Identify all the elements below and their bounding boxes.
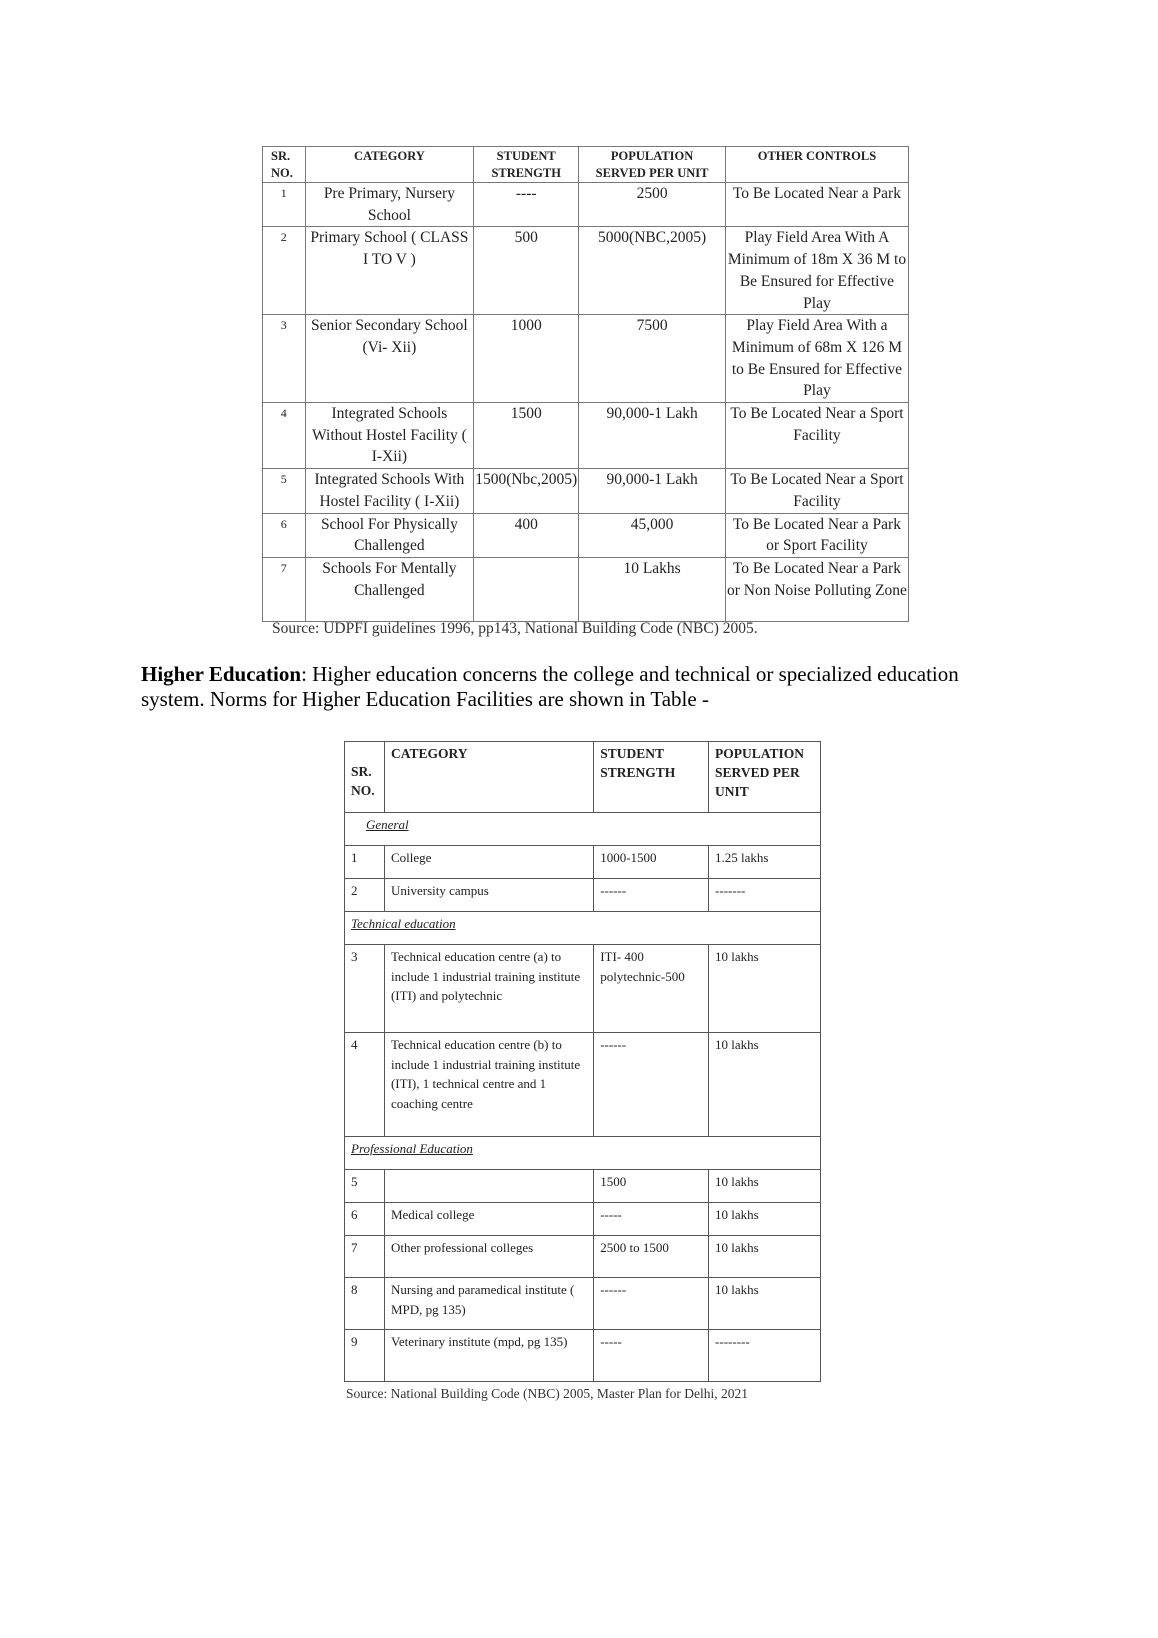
cell-strength: 1500 [474,403,579,469]
cell-strength: 500 [474,227,579,315]
table1-source: Source: UDPFI guidelines 1996, pp143, National Building Code (NBC) 2005. [272,620,758,637]
cell-sr: 7 [263,557,306,621]
cell-controls: To Be Located Near a Sport Facility [725,469,908,513]
cell-population: 90,000-1 Lakh [579,403,726,469]
cell-strength: 2500 to 1500 [594,1236,709,1278]
cell-sr: 1 [345,846,385,879]
table-row [263,513,909,557]
cell-category: Nursing and paramedical institute ( MPD, pg 135) [384,1278,593,1330]
cell-strength: 1000 [474,315,579,403]
section-technical: Technical education [345,912,821,945]
cell-population: 10 lakhs [709,1236,821,1278]
section-row [345,1137,821,1170]
higher-education-paragraph [141,662,1021,711]
cell-category: Veterinary institute (mpd, pg 135) [384,1330,593,1382]
table-row [345,1236,821,1278]
cell-strength: ------ [594,1033,709,1137]
cell-category: Integrated Schools Without Hostel Facility ( I-Xii) [305,403,474,469]
cell-category: College [384,846,593,879]
paragraph-heading: Higher Education [141,662,302,686]
table-row [345,945,821,1033]
header-sr-no: SR. NO. [345,742,385,813]
header-sr-no: SR. NO. [263,147,306,183]
header-student-strength: STUDENT STRENGTH [474,147,579,183]
cell-population: -------- [709,1330,821,1382]
paragraph-text: : Higher education concerns the college and technical or specialized education system. Norms for Higher Education Facilities are shown in Table - [141,662,959,711]
cell-strength: 1500 [594,1170,709,1203]
cell-strength: 1000-1500 [594,846,709,879]
cell-strength: ------ [594,879,709,912]
header-population: POPULATION SERVED PER UNIT [579,147,726,183]
cell-sr: 4 [345,1033,385,1137]
cell-category: Schools For Mentally Challenged [305,557,474,621]
table-header-row [345,742,821,813]
cell-population: 7500 [579,315,726,403]
cell-controls: Play Field Area With a Minimum of 68m X 126 M to Be Ensured for Effective Play [725,315,908,403]
cell-category: Pre Primary, Nursery School [305,183,474,227]
table-row [263,315,909,403]
cell-strength: ---- [474,183,579,227]
section-professional: Professional Education [345,1137,821,1170]
table-row [345,1330,821,1382]
cell-category: Senior Secondary School (Vi- Xii) [305,315,474,403]
cell-category: Technical education centre (b) to include 1 industrial training institute (ITI), 1 technical centre and 1 coaching centre [384,1033,593,1137]
cell-strength: 1500(Nbc,2005) [474,469,579,513]
cell-population: 5000(NBC,2005) [579,227,726,315]
section-general: General [345,813,821,846]
header-category: CATEGORY [305,147,474,183]
cell-category: Other professional colleges [384,1236,593,1278]
cell-category: Primary School ( CLASS I TO V ) [305,227,474,315]
cell-population: 2500 [579,183,726,227]
table-row [263,227,909,315]
cell-population: 10 lakhs [709,945,821,1033]
table-row [345,1203,821,1236]
cell-sr: 7 [345,1236,385,1278]
cell-sr: 5 [263,469,306,513]
cell-sr: 6 [263,513,306,557]
cell-category: Medical college [384,1203,593,1236]
cell-strength: ------ [594,1278,709,1330]
table-row [345,1033,821,1137]
table-row [345,1278,821,1330]
higher-education-table [344,741,821,1382]
table-row [263,557,909,621]
cell-strength: ----- [594,1203,709,1236]
table2-source: Source: National Building Code (NBC) 2005, Master Plan for Delhi, 2021 [346,1386,748,1401]
cell-sr: 5 [345,1170,385,1203]
cell-population: 45,000 [579,513,726,557]
section-row [345,813,821,846]
cell-population: 10 lakhs [709,1170,821,1203]
cell-category [384,1170,593,1203]
cell-controls: Play Field Area With A Minimum of 18m X 36 M to Be Ensured for Effective Play [725,227,908,315]
cell-sr: 2 [345,879,385,912]
cell-strength: 400 [474,513,579,557]
cell-population: 10 Lakhs [579,557,726,621]
table-row [263,469,909,513]
cell-population: ------- [709,879,821,912]
table-row [345,1170,821,1203]
cell-population: 90,000-1 Lakh [579,469,726,513]
cell-sr: 6 [345,1203,385,1236]
cell-population: 10 lakhs [709,1203,821,1236]
cell-sr: 8 [345,1278,385,1330]
header-category: CATEGORY [384,742,593,813]
cell-strength: ----- [594,1330,709,1382]
cell-sr: 1 [263,183,306,227]
school-norms-table [262,146,909,622]
table-header-row [263,147,909,183]
header-population: POPULATION SERVED PER UNIT [709,742,821,813]
cell-sr: 9 [345,1330,385,1382]
cell-category: School For Physically Challenged [305,513,474,557]
cell-sr: 3 [345,945,385,1033]
cell-strength: ITI- 400 polytechnic-500 [594,945,709,1033]
table-row [345,846,821,879]
cell-category: Integrated Schools With Hostel Facility ( I-Xii) [305,469,474,513]
table-row [263,183,909,227]
cell-population: 10 lakhs [709,1278,821,1330]
cell-controls: To Be Located Near a Park or Non Noise Polluting Zone [725,557,908,621]
cell-population: 10 lakhs [709,1033,821,1137]
cell-controls: To Be Located Near a Park or Sport Facility [725,513,908,557]
cell-category: Technical education centre (a) to include 1 industrial training institute (ITI) and polytechnic [384,945,593,1033]
cell-population: 1.25 lakhs [709,846,821,879]
header-student-strength: STUDENT STRENGTH [594,742,709,813]
cell-controls: To Be Located Near a Park [725,183,908,227]
header-other-controls: OTHER CONTROLS [725,147,908,183]
section-row [345,912,821,945]
table-row [263,403,909,469]
cell-category: University campus [384,879,593,912]
table-row [345,879,821,912]
cell-strength [474,557,579,621]
cell-controls: To Be Located Near a Sport Facility [725,403,908,469]
cell-sr: 3 [263,315,306,403]
cell-sr: 2 [263,227,306,315]
cell-sr: 4 [263,403,306,469]
